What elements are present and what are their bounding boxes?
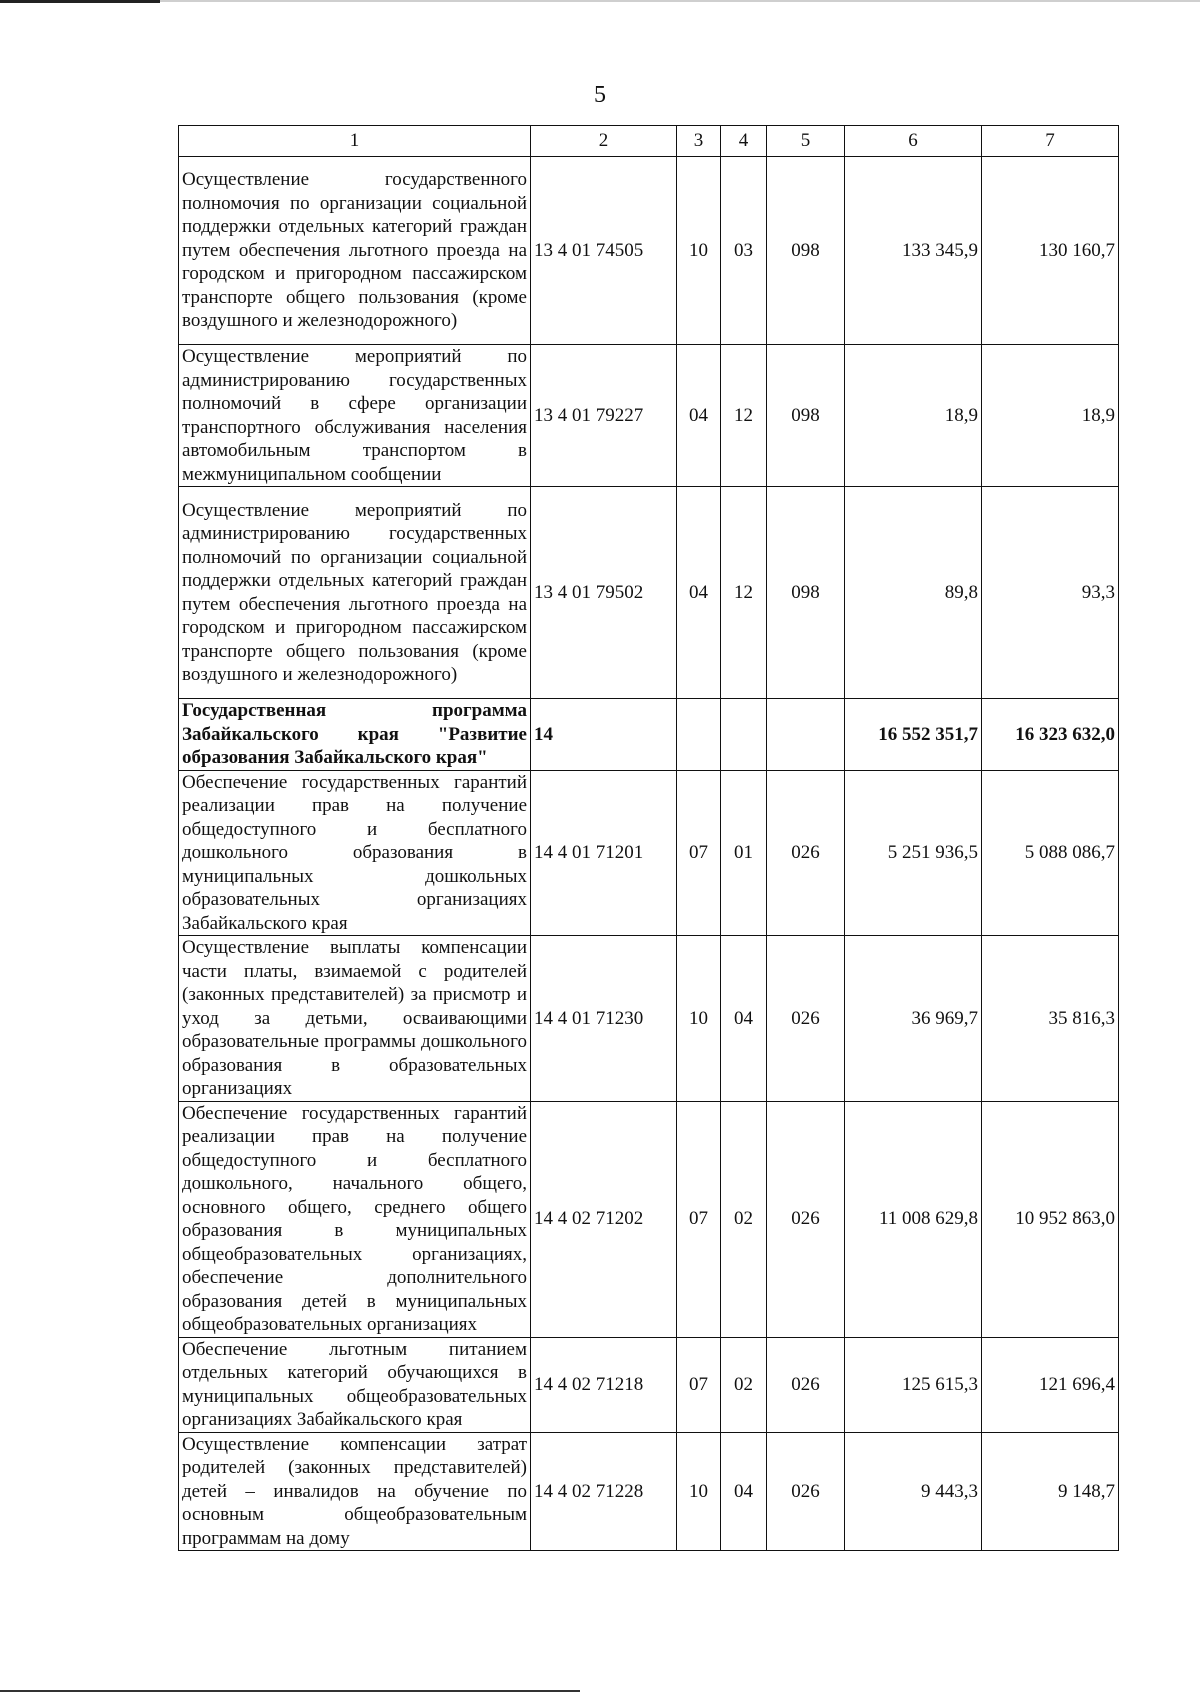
table-row	[179, 157, 1119, 345]
table-row-program-total	[179, 699, 1119, 771]
row-subsection: 04	[721, 1432, 767, 1551]
row-section: 10	[677, 936, 721, 1102]
row-amount-7: 10 952 863,0	[982, 1101, 1119, 1337]
row-amount-6: 36 969,7	[845, 936, 982, 1102]
row-amount-7: 16 323 632,0	[982, 699, 1119, 771]
row-target-code: 14	[531, 699, 677, 771]
row-subsection: 03	[721, 157, 767, 345]
row-expense-type	[767, 699, 845, 771]
header-col-6: 6	[845, 126, 982, 157]
scan-edge-top	[0, 0, 1200, 2]
row-description: Обеспечение льготным питанием отдельных категорий обучающихся в муниципальных общеобразовательных организациях Забайкальского края	[179, 1337, 531, 1432]
table-row	[179, 770, 1119, 936]
scan-edge-top-mark	[0, 0, 160, 3]
row-expense-type: 098	[767, 487, 845, 699]
row-target-code: 14 4 01 71230	[531, 936, 677, 1102]
row-amount-7: 93,3	[982, 487, 1119, 699]
row-description: Осуществление мероприятий по администрированию государственных полномочий в сфере организации транспортного обслуживания населения автомобильным транспортом в межмуниципальном сообщении	[179, 345, 531, 487]
table-header-row	[179, 126, 1119, 157]
row-amount-6: 16 552 351,7	[845, 699, 982, 771]
row-section: 04	[677, 487, 721, 699]
page-number: 5	[594, 82, 606, 108]
row-section: 04	[677, 345, 721, 487]
table-row	[179, 1101, 1119, 1337]
row-target-code: 14 4 02 71218	[531, 1337, 677, 1432]
row-amount-6: 89,8	[845, 487, 982, 699]
row-amount-7: 130 160,7	[982, 157, 1119, 345]
row-subsection: 02	[721, 1337, 767, 1432]
row-description: Государственная программа Забайкальского края "Развитие образования Забайкальского края"	[179, 699, 531, 771]
row-description: Осуществление компенсации затрат родителей (законных представителей) детей – инвалидов на обучение по основным общеобразовательным программам на дому	[179, 1432, 531, 1551]
row-description: Осуществление мероприятий по администрированию государственных полномочий по организации социальной поддержки отдельных категорий граждан путем обеспечения льготного проезда на городском и пригородном пассажирском транспорте общего пользования (кроме воздушного и железнодорожного)	[179, 487, 531, 699]
header-col-3: 3	[677, 126, 721, 157]
table-row	[179, 1432, 1119, 1551]
header-col-2: 2	[531, 126, 677, 157]
row-description: Осуществление выплаты компенсации части платы, взимаемой с родителей (законных представителей) за присмотр и уход за детьми, осваивающими образовательные программы дошкольного образования в образовательных организациях	[179, 936, 531, 1102]
row-section: 07	[677, 770, 721, 936]
row-amount-6: 125 615,3	[845, 1337, 982, 1432]
row-section: 10	[677, 157, 721, 345]
row-expense-type: 026	[767, 1432, 845, 1551]
scan-edge-bottom	[0, 1690, 580, 1692]
row-subsection: 12	[721, 487, 767, 699]
table-row	[179, 345, 1119, 487]
row-target-code: 14 4 01 71201	[531, 770, 677, 936]
row-section: 10	[677, 1432, 721, 1551]
header-col-7: 7	[982, 126, 1119, 157]
row-description: Обеспечение государственных гарантий реализации прав на получение общедоступного и бесплатного дошкольного образования в муниципальных дошкольных образовательных организациях Забайкальского края	[179, 770, 531, 936]
row-subsection: 01	[721, 770, 767, 936]
row-amount-7: 35 816,3	[982, 936, 1119, 1102]
row-amount-6: 18,9	[845, 345, 982, 487]
row-amount-6: 133 345,9	[845, 157, 982, 345]
row-target-code: 13 4 01 79502	[531, 487, 677, 699]
row-amount-6: 9 443,3	[845, 1432, 982, 1551]
table-row	[179, 487, 1119, 699]
row-expense-type: 026	[767, 1101, 845, 1337]
row-amount-7: 9 148,7	[982, 1432, 1119, 1551]
row-target-code: 13 4 01 79227	[531, 345, 677, 487]
row-subsection: 02	[721, 1101, 767, 1337]
row-expense-type: 026	[767, 770, 845, 936]
row-amount-6: 5 251 936,5	[845, 770, 982, 936]
row-subsection	[721, 699, 767, 771]
row-target-code: 14 4 02 71202	[531, 1101, 677, 1337]
row-expense-type: 026	[767, 1337, 845, 1432]
header-col-4: 4	[721, 126, 767, 157]
row-expense-type: 098	[767, 157, 845, 345]
row-section: 07	[677, 1101, 721, 1337]
row-subsection: 04	[721, 936, 767, 1102]
header-col-1: 1	[179, 126, 531, 157]
row-description: Осуществление государственного полномочия по организации социальной поддержки отдельных категорий граждан путем обеспечения льготного проезда на городском и пригородном пассажирском транспорте общего пользования (кроме воздушного и железнодорожного)	[179, 157, 531, 345]
row-target-code: 13 4 01 74505	[531, 157, 677, 345]
row-amount-7: 18,9	[982, 345, 1119, 487]
budget-table	[178, 125, 1119, 1551]
header-col-5: 5	[767, 126, 845, 157]
row-expense-type: 098	[767, 345, 845, 487]
table-row	[179, 1337, 1119, 1432]
row-target-code: 14 4 02 71228	[531, 1432, 677, 1551]
row-description: Обеспечение государственных гарантий реализации прав на получение общедоступного и бесплатного дошкольного, начального общего, основного общего, среднего общего образования в муниципальных общеобразовательных организациях, обеспечение дополнительного образования детей в муниципальных общеобразовательных организациях	[179, 1101, 531, 1337]
row-section	[677, 699, 721, 771]
table-row	[179, 936, 1119, 1102]
row-subsection: 12	[721, 345, 767, 487]
row-section: 07	[677, 1337, 721, 1432]
row-amount-7: 121 696,4	[982, 1337, 1119, 1432]
row-amount-7: 5 088 086,7	[982, 770, 1119, 936]
row-expense-type: 026	[767, 936, 845, 1102]
row-amount-6: 11 008 629,8	[845, 1101, 982, 1337]
